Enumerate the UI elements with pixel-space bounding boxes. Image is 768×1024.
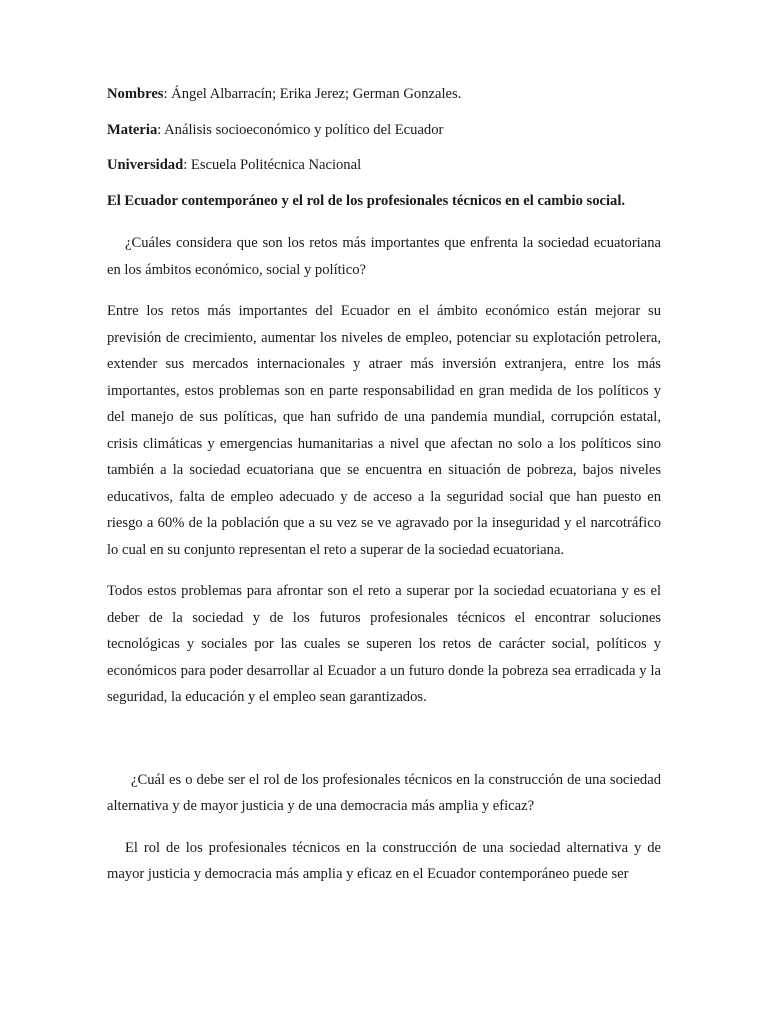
answer-2-paragraph: El rol de los profesionales técnicos en la construcción de una sociedad alternativa y de mayor justicia y democracia más amplia y eficaz en el Ecuador contemporáneo puede ser xyxy=(107,839,661,882)
subject-line xyxy=(107,122,661,140)
question-2: ¿Cuál es o debe ser el rol de los profesionales técnicos en la construcción de una sociedad alternativa y de mayor justicia y de una democracia más amplia y eficaz? xyxy=(107,771,661,814)
university-value: : Escuela Politécnica Nacional xyxy=(183,157,362,173)
names-line xyxy=(107,86,661,104)
university-line xyxy=(107,157,661,175)
university-label: Universidad xyxy=(107,157,184,173)
subject-label: Materia xyxy=(107,121,158,138)
answer-1-paragraph-1: Entre los retos más importantes del Ecuador en el ámbito económico están mejorar su previsión de crecimiento, aumentar los niveles de empleo, potenciar su explotación petrolera, extender sus mercados internacionales y atraer más inversión extranjera, entre los más importantes, estos problemas son en parte responsabilidad en gran medida de los políticos y del manejo de sus políticas, que han sufrido de una pandemia mundial, corrupción estatal, crisis climáticas y emergencias humanitarias a nivel que afectan no solo a los políticos sino también a la sociedad ecuatoriana que se encuentra en situación de pobreza, bajos niveles educativos, falta de empleo adecuado y de acceso a la seguridad social que han puesto en riesgo a 60% de la población que a su vez se ve agravado por la inseguridad y el narcotráfico lo cual en su conjunto representan el reto a superar de la sociedad ecuatoriana. xyxy=(107,303,661,558)
document-body xyxy=(107,86,661,903)
document-title: El Ecuador contemporáneo y el rol de los profesionales técnicos en el cambio social. xyxy=(107,192,626,209)
answer-1-paragraph-2: Todos estos problemas para afrontar son el reto a superar por la sociedad ecuatoriana y es el deber de la sociedad y de los futuros profesionales técnicos el encontrar soluciones tecnológicas y sociales por las cuales se superen los retos de carácter social, políticos y económicos para poder desarrollar al Ecuador a un futuro donde la pobreza sea erradicada y la seguridad, la educación y el empleo sean garantizados. xyxy=(107,583,661,705)
question-1: ¿Cuáles considera que son los retos más importantes que enfrenta la sociedad ecuatoriana en los ámbitos económico, social y político? xyxy=(107,235,661,278)
names-label: Nombres xyxy=(107,86,164,102)
names-value: : Ángel Albarracín; Erika Jerez; German Gonzales. xyxy=(163,86,462,102)
subject-value: : Análisis socioeconómico y político del Ecuador xyxy=(157,121,444,138)
